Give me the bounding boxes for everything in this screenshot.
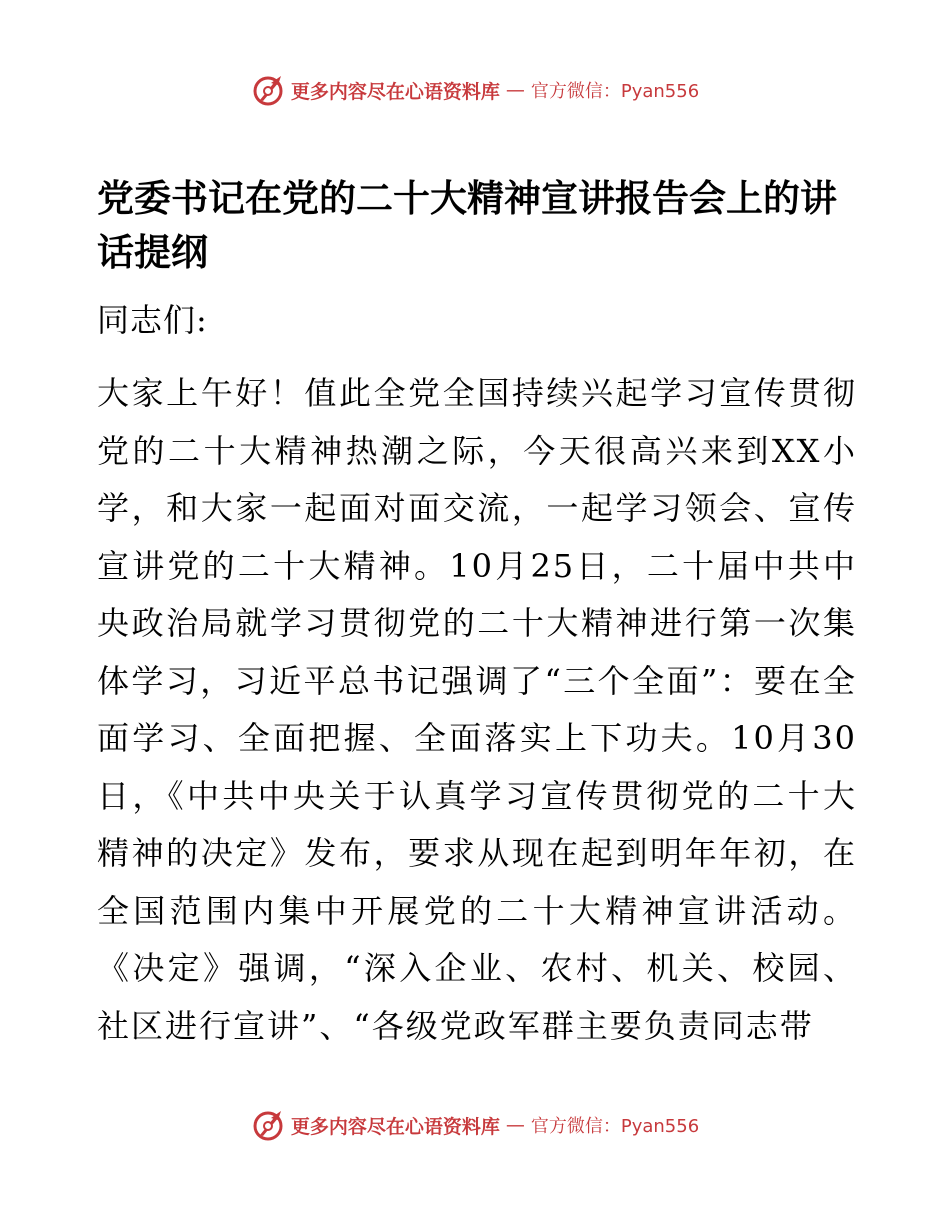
- header-banner-wechat: 官方微信：Pyan556: [530, 81, 700, 102]
- header-banner-separator: —: [505, 79, 525, 101]
- footer-banner: [0, 1105, 950, 1145]
- header-banner-content: [251, 73, 699, 107]
- document-title: 党委书记在党的二十大精神宣讲报告会上的讲话提纲: [97, 177, 837, 274]
- quill-logo-icon: [251, 73, 285, 107]
- footer-banner-wechat: 官方微信：Pyan556: [530, 1116, 700, 1137]
- footer-banner-text: 更多内容尽在心语资料库: [290, 1115, 500, 1138]
- footer-banner-content: [251, 1108, 699, 1142]
- quill-logo-icon: [251, 1108, 285, 1142]
- header-banner: [0, 70, 950, 110]
- greeting-text: 同志们:: [97, 301, 208, 339]
- header-banner-text: 更多内容尽在心语资料库: [290, 80, 500, 103]
- footer-banner-separator: —: [505, 1114, 525, 1136]
- body-paragraph: 大家上午好！值此全党全国持续兴起学习宣传贯彻党的二十大精神热潮之际，今天很高兴来到XX小学，和大家一起面对面交流，一起学习领会、宣传宣讲党的二十大精神。10月25日，二十届中共中央政治局就学习贯彻党的二十大精神进行第一次集体学习，习近平总书记强调了“三个全面”：要在全面学习、全面把握、全面落实上下功夫。10月30日，《中共中央关于认真学习宣传贯彻党的二十大精神的决定》发布，要求从现在起到明年年初，在全国范围内集中开展党的二十大精神宣讲活动。《决定》强调，“深入企业、农村、机关、校园、社区进行宣讲”、“各级党政军群主要负责同志带: [97, 374, 857, 1045]
